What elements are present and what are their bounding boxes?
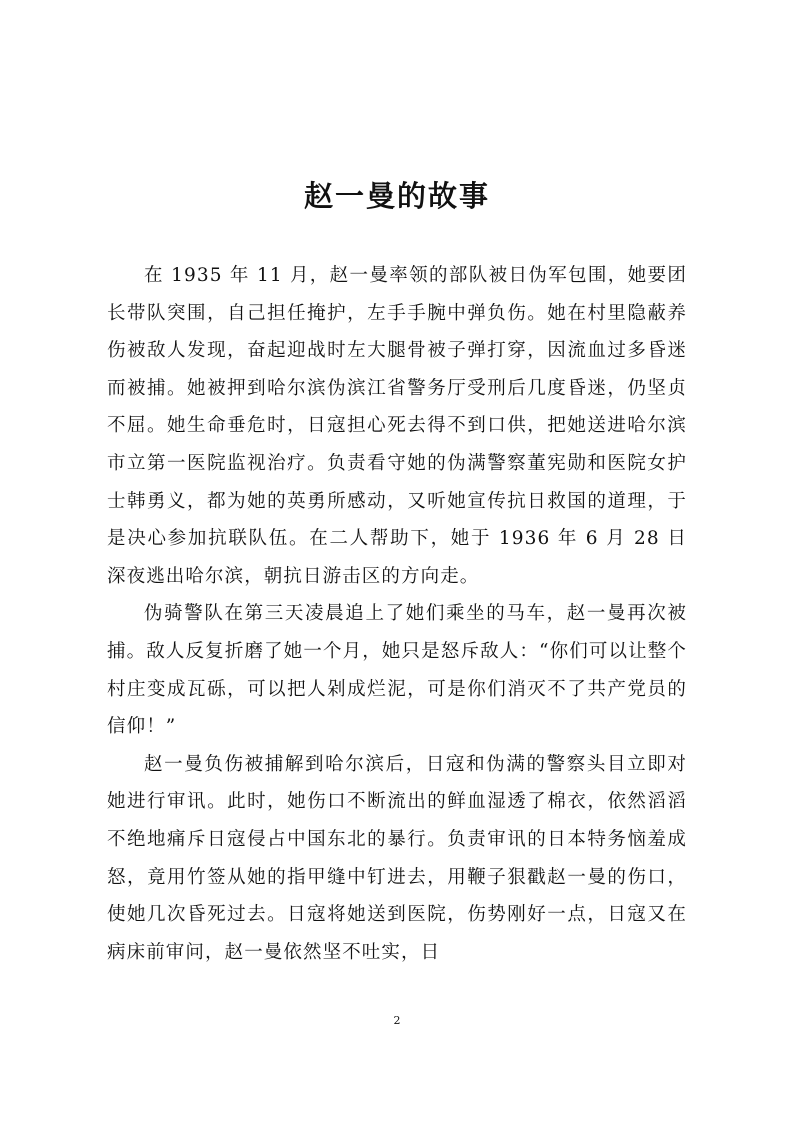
paragraph-2: 伪骑警队在第三天凌晨追上了她们乘坐的马车，赵一曼再次被捕。敌人反复折磨了她一个月，她只是怒斥敌人：“你们可以让整个村庄变成瓦砾，可以把人剁成烂泥，可是你们消灭不了共产党员的信仰！” xyxy=(107,603,687,738)
paragraph-3: 赵一曼负伤被捕解到哈尔滨后，日寇和伪满的警察头目立即对她进行审讯。此时，她伤口不断流出的鲜血湿透了棉衣，依然滔滔不绝地痛斥日寇侵占中国东北的暴行。负责审讯的日本特务恼羞成怒，竟用竹签从她的指甲缝中钉进去，用鞭子狠戳赵一曼的伤口，使她几次昏死过去。日寇将她送到医院，伤势刚好一点，日寇又在病床前审问，赵一曼依然坚不吐实，日 xyxy=(107,753,687,963)
document-title: 赵一曼的故事 xyxy=(303,179,490,213)
document-body xyxy=(107,257,687,971)
page-number: 2 xyxy=(393,1014,401,1027)
paragraph-1: 在 1935 年 11 月，赵一曼率领的部队被日伪军包围，她要团长带队突围，自己担任掩护，左手手腕中弹负伤。她在村里隐蔽养伤被敌人发现，奋起迎战时左大腿骨被子弹打穿，因流血过多昏迷而被捕。她被押到哈尔滨伪滨江省警务厅受刑后几度昏迷，仍坚贞不屈。她生命垂危时，日寇担心死去得不到口供，把她送进哈尔滨市立第一医院监视治疗。负责看守她的伪满警察董宪勋和医院女护士韩勇义，都为她的英勇所感动，又听她宣传抗日救国的道理，于是决心参加抗联队伍。在二人帮助下，她于 1936 年 6 月 28 日深夜逃出哈尔滨，朝抗日游击区的方向走。 xyxy=(107,265,687,587)
